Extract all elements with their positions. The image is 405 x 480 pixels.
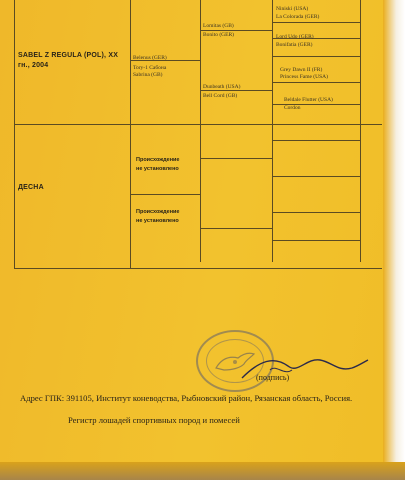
ancestor-bonifatia: Bonifatia (GER) bbox=[276, 42, 313, 48]
background-edge bbox=[0, 462, 405, 480]
column-divider-1 bbox=[130, 0, 131, 268]
column-divider-2 bbox=[200, 0, 201, 262]
table-right-border bbox=[360, 0, 361, 262]
footer-registry: Регистр лошадей спортивных пород и помесей bbox=[68, 415, 240, 425]
signature-scribble bbox=[240, 348, 370, 388]
grandsire-2: Dunbeath (USA) bbox=[203, 84, 241, 90]
sire-name: Belenus (GER) bbox=[133, 55, 167, 61]
table-bottom-border bbox=[14, 268, 382, 269]
row-line bbox=[272, 176, 360, 177]
origin-unknown-2-line2: не установлено bbox=[136, 218, 179, 224]
row-line bbox=[272, 140, 360, 141]
row-line bbox=[130, 194, 200, 195]
signature-label: (подпись) bbox=[256, 373, 290, 382]
sire-dam-line: Tory-1 Сабона bbox=[133, 65, 167, 71]
horse-birth: гн., 2004 bbox=[18, 62, 49, 69]
row-line bbox=[200, 30, 272, 31]
ancestor-la-colorada: La Colorada (GER) bbox=[276, 14, 320, 20]
horse-name: SABEL Z REGULA (POL), XX bbox=[18, 52, 119, 59]
sire-dam-name: Sabrina (GB) bbox=[133, 72, 163, 78]
ancestor-lord-udo: Lord Udo (GER) bbox=[276, 34, 314, 40]
row-line bbox=[272, 212, 360, 213]
row-line bbox=[200, 228, 272, 229]
table-divider bbox=[14, 124, 382, 125]
table-left-border bbox=[14, 0, 15, 268]
row-line bbox=[200, 158, 272, 159]
origin-unknown-2-line1: Происхождение bbox=[136, 209, 180, 215]
granddam-1: Bonito (GER) bbox=[203, 32, 235, 38]
row-line bbox=[272, 240, 360, 241]
row-line bbox=[272, 82, 360, 83]
column-divider-3 bbox=[272, 0, 273, 262]
row-line bbox=[272, 22, 360, 23]
ancestor-beldale-flutter: Beldale Flutter (USA) bbox=[284, 97, 333, 103]
origin-unknown-1-line2: не установлено bbox=[136, 166, 179, 172]
ancestor-grey-dawn: Grey Dawn II (FR) bbox=[280, 67, 323, 73]
dam-name: ДЕСНА bbox=[18, 184, 44, 191]
origin-unknown-1-line1: Происхождение bbox=[136, 157, 180, 163]
ancestor-niniski: Niniski (USA) bbox=[276, 6, 309, 12]
granddam-2: Bell Cord (GB) bbox=[203, 93, 238, 99]
ancestor-cordon: Cordon bbox=[284, 105, 301, 111]
grandsire-1: Lomitas (GB) bbox=[203, 23, 234, 29]
footer-address: Адрес ГПК: 391105, Институт коневодства, Рыбновский район, Рязанская область, Россия. bbox=[20, 393, 353, 403]
ancestor-princess-fame: Princess Fame (USA) bbox=[280, 74, 328, 80]
row-line bbox=[272, 56, 360, 57]
